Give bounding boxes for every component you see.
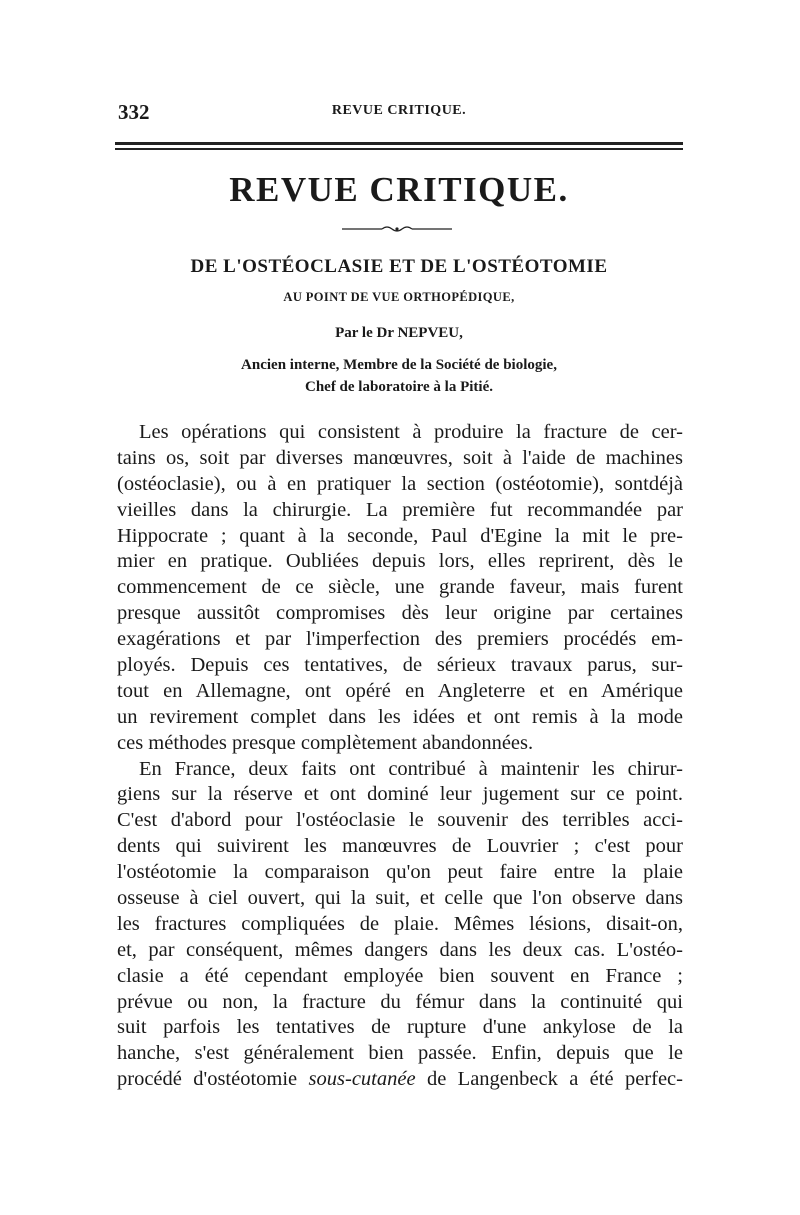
text-line: tout en Allemagne, ont opéré en Angleterre et en Amérique xyxy=(117,679,683,702)
text-line: En France, deux faits ont contribué à maintenir les chirur- xyxy=(139,757,683,780)
author-affiliation: Ancien interne, Membre de la Société de biologie, xyxy=(241,357,557,373)
running-title: REVUE CRITIQUE. xyxy=(331,103,467,118)
author-byline: Par le Dr NEPVEU, xyxy=(335,325,463,341)
text-line: Hippocrate ; quant à la seconde, Paul d'Egine la mit le pre- xyxy=(117,524,683,547)
text-line: exagérations et par l'imperfection des premiers procédés em- xyxy=(117,628,683,651)
text-line: l'ostéotomie la comparaison qu'on peut faire entre la plaie xyxy=(117,861,683,884)
ornament-divider xyxy=(342,224,452,234)
text-line: hanche, s'est généralement bien passée. Enfin, depuis que le xyxy=(117,1042,683,1065)
author-affiliation: Chef de laboratoire à la Pitié. xyxy=(304,379,494,395)
article-title: DE L'OSTÉOCLASIE ET DE L'OSTÉOTOMIE xyxy=(190,256,608,277)
text-line: clasie a été cependant employée bien souvent en France ; xyxy=(117,964,683,987)
text-line: ces méthodes presque complètement abandonnées. xyxy=(117,731,534,754)
text-segment: procédé d'ostéotomie xyxy=(117,1068,309,1091)
italic-term: sous-cutanée xyxy=(308,1068,416,1091)
text-line: Les opérations qui consistent à produire la fracture de cer- xyxy=(139,421,683,443)
text-line: giens sur la réserve et ont dominé leur jugement sur ce point. xyxy=(117,783,683,806)
text-line: (ostéoclasie), ou à en pratiquer la section (ostéotomie), sontdéjà xyxy=(117,472,683,495)
text-line: les fractures compliquées de plaie. Mêmes lésions, disait-on, xyxy=(117,912,683,935)
section-title: REVUE CRITIQUE. xyxy=(229,170,569,209)
text-line: mier en pratique. Oubliées depuis lors, elles reprirent, dès le xyxy=(117,550,683,573)
running-head xyxy=(118,100,680,126)
text-line: suit parfois les tentatives de rupture d'une ankylose de la xyxy=(117,1016,683,1039)
text-line: dents qui suivirent les manœuvres de Louvrier ; c'est pour xyxy=(117,835,683,858)
text-line: un revirement complet dans les idées et ont remis à la mode xyxy=(117,705,683,728)
text-line: et, par conséquent, mêmes dangers dans les deux cas. L'ostéo- xyxy=(117,938,683,961)
page-number: 332 xyxy=(118,100,150,124)
text-line: tains os, soit par diverses manœuvres, soit à l'aide de machines xyxy=(117,446,683,469)
text-line: ployés. Depuis ces tentatives, de sérieux travaux parus, sur- xyxy=(117,654,683,677)
text-line: prévue ou non, la fracture du fémur dans la continuité qui xyxy=(117,990,683,1013)
text-line: C'est d'abord pour l'ostéoclasie le souvenir des terribles acci- xyxy=(117,809,683,832)
text-line: osseuse à ciel ouvert, qui la suit, et celle que l'on observe dans xyxy=(117,887,683,910)
text-line xyxy=(117,1067,683,1093)
header-double-rule xyxy=(115,142,683,151)
article-subtitle: AU POINT DE VUE ORTHOPÉDIQUE, xyxy=(283,290,515,304)
text-segment: de Langenbeck a été perfec- xyxy=(415,1068,683,1091)
body-text xyxy=(117,420,683,1093)
text-line: vieilles dans la chirurgie. La première fut recommandée par xyxy=(117,498,683,521)
text-line: presque aussitôt compromises dès leur origine par certaines xyxy=(117,602,683,625)
text-line: commencement de ce siècle, une grande faveur, mais furent xyxy=(117,576,683,599)
